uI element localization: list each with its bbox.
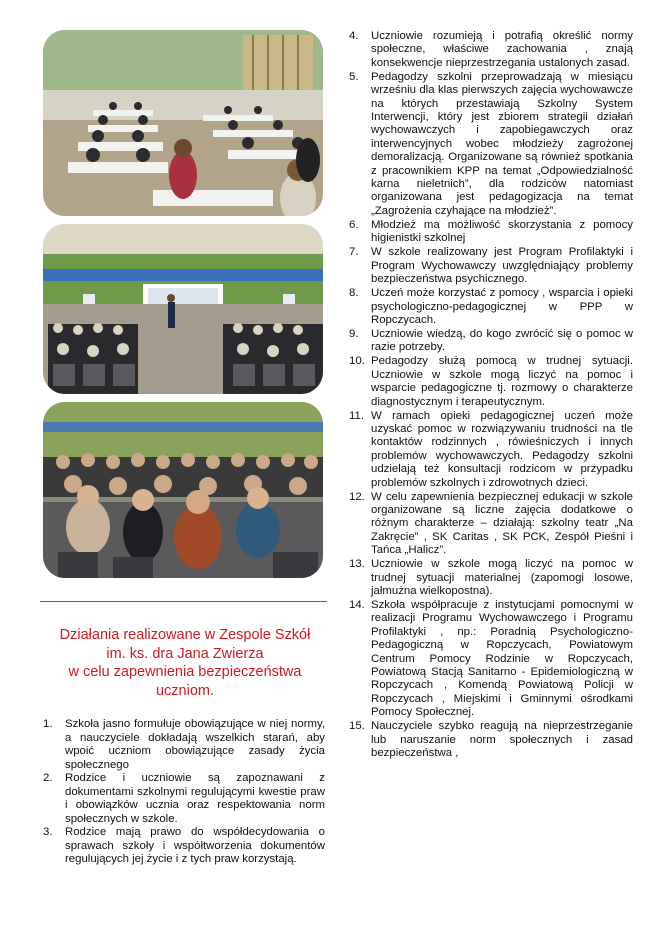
item-number: 2. [43,772,53,784]
list-item [349,599,633,720]
item-number: 4. [349,30,359,42]
list-item [349,720,633,760]
list-item [349,410,633,490]
item-text: Uczniowie rozumieją i potrafią określić normy społeczne, właściwe zachowania , znają konsekwencje nieprzestrzegania ustalonych zasad. [371,30,633,69]
heading-line-3: w celu zapewnienia bezpieczeństwa [68,664,302,680]
photo-3 [43,402,323,578]
section-divider [40,601,327,602]
right-measures-list [349,30,633,761]
section-heading [40,626,330,700]
list-item [349,30,633,70]
item-text: Uczeń może korzystać z pomocy , wsparcia i opieki psychologiczno-pedagogicznej w PPP w Ropczycach. [371,287,633,326]
item-text: Pedagodzy służą pomocą w trudnej sytuacji. Uczniowie w szkole mogą liczyć na pomoc i wsparcie pedagogiczne tj. rozmowy o charakterze diagnostycznym i terapeutycznym. [371,355,633,408]
item-number: 13. [349,558,365,571]
item-text: Szkoła współpracuje z instytucjami pomocnymi w realizacji Programu Wychowawczego i Programu Profilaktyki , np.: Poradnią Psychologiczno- Pedagogiczną w Ropczycach, Powiatowym Centrum Pomocy Rodzinie w Ropczycach, Powiatową Stacją Sanitarno - Epidemiologiczną w Ropczycach , Komendą Powiatową Policji w Ropczycach , Miejskimi i Gminnymi ośrodkami Pomocy Społecznej. [371,599,633,719]
item-text: Rodzice mają prawo do współdecydowania o sprawach szkoły i współtworzenia dokumentów regulujących jej życie i z tych praw korzystają. [65,826,325,865]
heading-line-4: uczniom. [155,682,215,699]
item-number: 9. [349,327,359,340]
list-item [349,219,633,246]
item-text: W celu zapewnienia bezpiecznej edukacji w szkole organizowane są liczne zajęcia dodatkowe o różnym charakterze – działają: szkolny teatr „Na Zakręcie” , SK Caritas , SK PCK, Zespół Pieśni i Tańca „Halicz”. [371,490,633,557]
list-item [349,558,633,598]
heading-line-2: im. ks. dra Jana Zwierza [106,645,264,662]
item-number: 7. [349,246,359,259]
item-text: Rodzice i uczniowie są zapoznawani z dokumentami szkolnymi regulującymi kwestie praw i obowiązków ucznia oraz respektowania norm społecznych w szkole. [65,772,325,825]
item-text: Uczniowie wiedzą, do kogo zwrócić się o pomoc w razie potrzeby. [371,327,633,354]
item-number: 5. [349,70,359,83]
item-text: Młodzież ma możliwość skorzystania z pomocy higienistki szkolnej [371,218,633,245]
item-number: 11. [349,409,364,422]
item-number: 10. [349,355,365,368]
item-number: 15. [349,720,365,733]
list-item [349,355,633,409]
item-number: 8. [349,287,359,300]
list-item [349,328,633,355]
item-number: 1. [43,718,53,730]
photo-2 [43,224,323,394]
item-text: Nauczyciele szybko reagują na nieprzestrzeganie lub naruszanie norm społecznych i zasad bezpieczeństwa , [371,720,633,760]
left-measures-list [43,718,325,867]
list-item [43,718,325,772]
item-number: 12. [349,490,365,503]
list-item [349,287,633,327]
item-number: 3. [43,826,53,838]
item-number: 6. [349,218,359,231]
photo-1 [43,30,323,216]
item-text: Szkoła jasno formułuje obowiązujące w niej normy, a nauczyciele dokładają wszelkich starań, aby wpoić uczniom obowiązujące zasady życia społecznego [65,718,325,771]
list-item [349,246,633,286]
list-item [349,71,633,218]
list-item [349,491,633,558]
list-item [43,772,325,826]
item-number: 14. [349,599,365,611]
list-item [43,826,325,867]
item-text: Pedagodzy szkolni przeprowadzają w miesiącu wrześniu dla klas pierwszych zajęcia wychowawcze na których przestawiają Szkolny System Interwencji, który jest zbiorem strategii działań wychowawczych i zapobiegawczych oraz interwencyjnych wobec młodzieży zagrożonej demoralizacją. Organizowane są również spotkania z pracownikiem KPP na temat „Odpowiedzialność karna nieletnich”, dla rodziców natomiast organizowana jest pedagogizacja na temat „Zagrożenia czyhające na młodzież”. [371,70,633,217]
item-text: Uczniowie w szkole mogą liczyć na pomoc w trudnej sytuacji materialnej (zapomogi losowe, jałmużna wielkopostna). [371,558,633,597]
heading-line-1: Działania realizowane w Zespole Szkół [59,627,311,643]
item-text: W ramach opieki pedagogicznej uczeń może uzyskać pomoc w rozwiązywaniu trudności na tle kontaktów rodzinnych , rówieśniczych i innych problemów wychowawczych. Pedagodzy szkolni udzielają też konsultacji rodzicom w przypadku problemów szkolnych i zdrowotnych dzieci. [371,409,633,489]
item-text: W szkole realizowany jest Program Profilaktyki i Program Wychowawczy uwzględniający problemy bezpieczeństwa psychicznego. [371,246,633,286]
